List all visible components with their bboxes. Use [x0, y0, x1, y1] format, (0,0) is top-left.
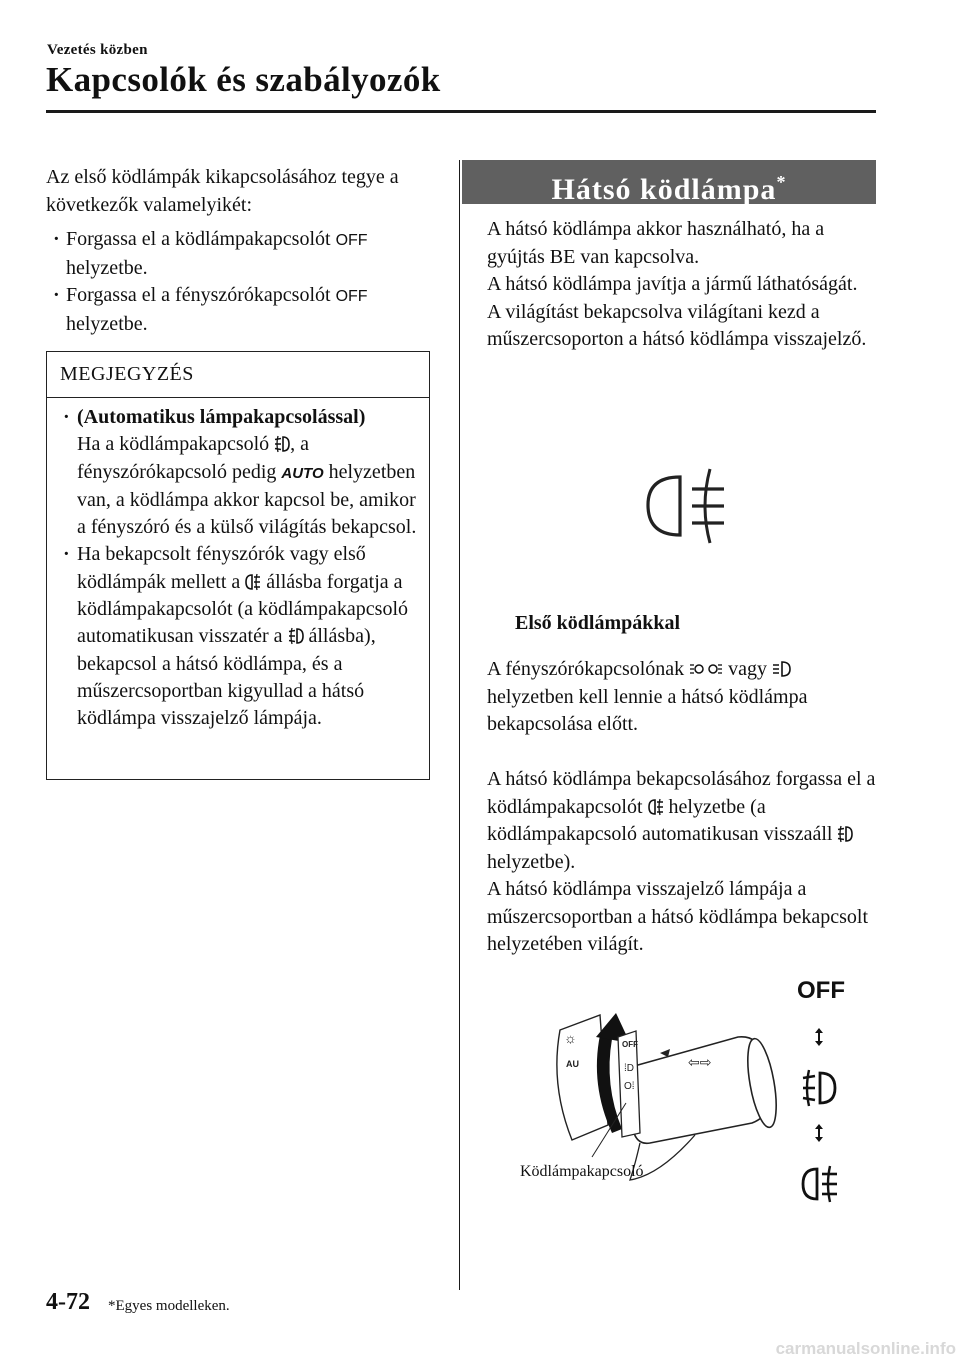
- front-fog-lamp-icon: [288, 626, 304, 646]
- note-body: [47, 398, 429, 733]
- watermark: [770, 1334, 960, 1360]
- column-divider: [459, 160, 460, 1290]
- parking-lights-icon: [689, 659, 723, 679]
- list-item: · Forgassa el a ködlámpakapcsolót OFF helyzetbe.: [53, 228, 368, 279]
- footnote: *Egyes modelleken.: [108, 1298, 230, 1314]
- paragraph: A hátsó ködlámpa akkor használható, ha a gyújtás BE van kapcsolva.: [487, 218, 825, 268]
- note-text: Ha a ködlámpakapcsoló: [77, 433, 270, 456]
- svg-text:⁞D: ⁞D: [624, 1063, 634, 1074]
- switch-caption: Ködlámpakapcsoló: [520, 1163, 644, 1180]
- section-banner: [462, 160, 876, 204]
- rear-fog-lamp-icon: [648, 797, 664, 817]
- stalk-au-label: AU: [566, 1059, 579, 1069]
- off-instructions-list: [46, 226, 446, 338]
- paragraph: A világítást bekapcsolva világítani kezd a műszercsoporton a hátsó ködlámpa visszajelző.: [487, 300, 867, 350]
- rear-fog-description: [487, 216, 877, 354]
- bullet-text: Forgassa el a ködlámpakapcsolót: [66, 228, 331, 250]
- note-box: [46, 351, 430, 780]
- section-label: Vezetés közben: [47, 42, 148, 58]
- bullet-text-after: helyzetbe.: [66, 256, 148, 279]
- front-fog-lamp-icon: [274, 434, 290, 454]
- header-rule: [46, 110, 876, 113]
- list-item: · Forgassa el a fényszórókapcsolót OFF helyzetbe.: [53, 284, 368, 335]
- bullet-text-after: helyzetbe.: [66, 312, 148, 335]
- off-position-label: OFF: [797, 977, 845, 1004]
- headlight-icon: [772, 659, 792, 679]
- intro-paragraph: Az első ködlámpák kikapcsolásához tegye a következők valamelyikét:: [46, 166, 399, 216]
- svg-text:☼: ☼: [564, 1030, 577, 1046]
- page-number: 4-72: [46, 1289, 90, 1315]
- note-text: állásba), bekapcsol a hátsó ködlámpa, és a műszercsoportban kigyullad a hátsó ködlámpa visszajelző lámpája.: [77, 625, 376, 730]
- activation-paragraph: [487, 766, 879, 959]
- svg-text:O⁞: O⁞: [624, 1081, 635, 1092]
- rear-fog-indicator-icon: [640, 465, 736, 552]
- para-text: vagy: [728, 658, 768, 680]
- note-text: állásba forgatja a ködlámpakapcsolót (a ködlámpakapcsoló automatikusan visszatér a: [77, 570, 409, 648]
- para-text: A fényszórókapcsolónak: [487, 658, 685, 680]
- bullet-text: Forgassa el a fényszórókapcsolót: [66, 284, 331, 306]
- fog-switch-figure: [500, 975, 875, 1210]
- auto-badge: AUTO: [281, 464, 324, 482]
- note-text: Ha bekapcsolt fényszórók vagy első ködlámpák mellett a: [77, 543, 366, 593]
- rear-fog-lamp-icon: [800, 1163, 840, 1210]
- double-arrow-icon: [814, 1027, 824, 1052]
- banner-title: Hátsó ködlámpa: [551, 173, 777, 206]
- off-badge: OFF: [335, 232, 368, 249]
- para-text: helyzetben kell lennie a hátsó ködlámpa bekapcsolása előtt.: [487, 685, 808, 735]
- stalk-off-label: OFF: [622, 1040, 638, 1049]
- off-badge: OFF: [335, 288, 368, 305]
- para-text: helyzetbe (a ködlámpakapcsoló automatikusan visszaáll: [487, 795, 833, 845]
- watermark-text: carmanualsonline.info: [775, 1339, 956, 1358]
- note-heading: MEGJEGYZÉS: [47, 352, 429, 398]
- paragraph: A hátsó ködlámpa javítja a jármű láthatóságát.: [487, 273, 858, 295]
- front-fog-lamp-icon: [800, 1067, 838, 1114]
- list-item: · (Automatikus lámpakapcsolással) Ha a ködlámpakapcsoló , a fényszórókapcsoló pedig AUTO helyzetben van, a ködlámpa akkor kapcsol be, amikor a fényszóró és a külső világítás bekapcsol.: [63, 406, 417, 539]
- double-arrow-icon: [814, 1123, 824, 1148]
- para-text: helyzetbe).: [487, 850, 576, 873]
- note-text: , a fényszórókapcsoló pedig: [77, 433, 310, 483]
- note-text: helyzetben van, a ködlámpa akkor kapcsol be, amikor a fényszóró és a külső világítás bekapcsol.: [77, 460, 417, 539]
- front-fog-lamp-icon: [837, 824, 853, 844]
- banner-star: *: [776, 172, 787, 192]
- rear-fog-lamp-icon: [245, 572, 261, 592]
- note-bullet-title: (Automatikus lámpakapcsolással): [77, 406, 366, 428]
- svg-text:⇦⇨: ⇦⇨: [688, 1054, 712, 1070]
- para-text: A hátsó ködlámpa bekapcsolásához forgassa el a ködlámpakapcsolót: [487, 768, 876, 818]
- paragraph: A hátsó ködlámpa visszajelző lámpája a műszercsoportban a hátsó ködlámpa bekapcsolt helyzetében világít.: [487, 878, 868, 955]
- subheading-front-fog: Első ködlámpákkal: [515, 612, 681, 634]
- list-item: · Ha bekapcsolt fényszórók vagy első ködlámpák mellett a állásba forgatja a ködlámpakapcsolót (a ködlámpakapcsoló automatikusan visszatér a állásba), bekapcsol a hátsó ködlámpa, és a műszercsoportban kigyullad a hátsó ködlámpa visszajelző lámpája.: [63, 543, 409, 730]
- chapter-title: Kapcsolók és szabályozók: [46, 60, 441, 99]
- headlight-condition-paragraph: [487, 656, 879, 739]
